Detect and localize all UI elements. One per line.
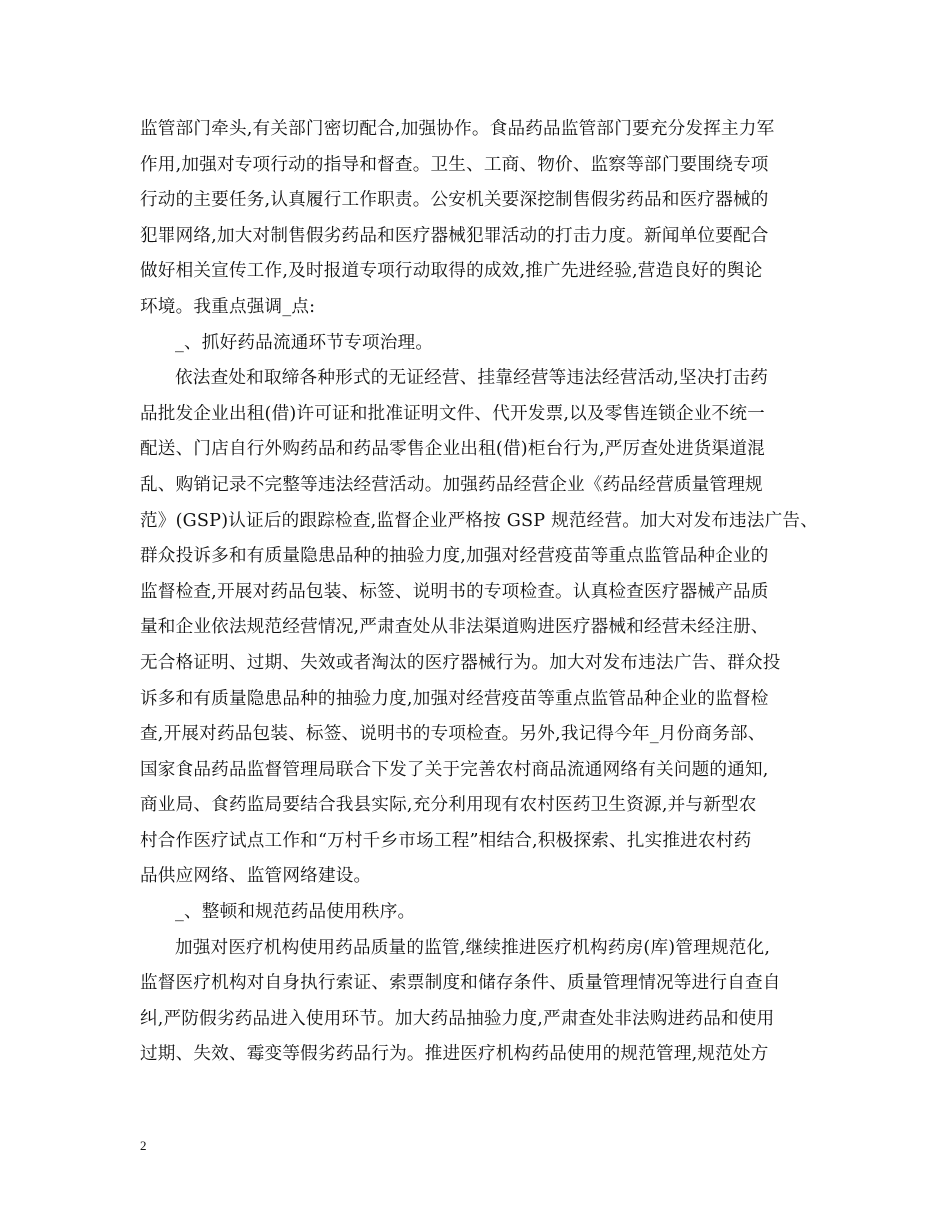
text-line: _、抓好药品流通环节专项治理。	[175, 332, 434, 353]
text-line: 监督检查,开展对药品包装、标签、说明书的专项检查。认真检查医疗器械产品质	[140, 581, 769, 602]
text-line: 范》(GSP)认证后的跟踪检查,监督企业严格按 GSP 规范经营。加大对发布违法广告、	[140, 510, 818, 531]
text-line: 品批发企业出租(借)许可证和批准证明文件、代开发票,以及零售连锁企业不统一	[140, 403, 765, 424]
text-line: 品供应网络、监管网络建设。	[140, 866, 372, 887]
text-line: 作用,加强对专项行动的指导和督查。卫生、工商、物价、监察等部门要围绕专项	[140, 154, 769, 175]
text-line: 国家食品药品监督管理局联合下发了关于完善农村商品流通网络有关问题的通知,	[140, 759, 769, 780]
text-line: 查,开展对药品包装、标签、说明书的专项检查。另外,我记得今年_月份商务部、	[140, 724, 766, 745]
text-line: 群众投诉多和有质量隐患品种的抽验力度,加强对经营疫苗等重点监管品种企业的	[140, 546, 769, 567]
text-line: _、整顿和规范药品使用秩序。	[175, 902, 416, 923]
text-line: 监管部门牵头,有关部门密切配合,加强协作。食品药品监管部门要充分发挥主力军	[140, 119, 775, 139]
text-line: 村合作医疗试点工作和“万村千乡市场工程”相结合,积极探索、扎实推进农村药	[140, 830, 752, 851]
text-line: 依法查处和取缔各种形式的无证经营、挂靠经营等违法经营活动,坚决打击药	[175, 368, 768, 389]
text-line: 乱、购销记录不完整等违法经营活动。加强药品经营企业《药品经营质量管理规	[140, 474, 763, 495]
text-line: 无合格证明、过期、失效或者淘汰的医疗器械行为。加大对发布违法广告、群众投	[140, 652, 781, 673]
text-line: 加强对医疗机构使用药品质量的监管,继续推进医疗机构药房(库)管理规范化,	[175, 937, 771, 958]
text-line: 商业局、食药监局要结合我县实际,充分利用现有农村医药卫生资源,并与新型农	[140, 795, 757, 816]
text-line: 量和企业依法规范经营情况,严肃查处从非法渠道购进医疗器械和经营未经注册、	[140, 617, 769, 638]
text-line: 纠,严防假劣药品进入使用环节。加大药品抽验力度,严肃查处非法购进药品和使用	[140, 1008, 775, 1029]
text-line: 做好相关宣传工作,及时报道专项行动取得的成效,推广先进经验,营造良好的舆论	[140, 261, 763, 282]
text-line: 监督医疗机构对自身执行索证、索票制度和储存条件、质量管理情况等进行自查自	[140, 973, 781, 994]
text-line: 诉多和有质量隐患品种的抽验力度,加强对经营疫苗等重点监管品种企业的监督检	[140, 688, 769, 709]
body-text	[140, 112, 816, 1073]
page-number: 2	[140, 1138, 147, 1153]
text-line: 配送、门店自行外购药品和药品零售企业出租(借)柜台行为,严厉查处进货渠道混	[140, 439, 765, 460]
text-line: 犯罪网络,加大对制售假劣药品和医疗器械犯罪活动的打击力度。新闻单位要配合	[140, 225, 769, 246]
text-line: 过期、失效、霉变等假劣药品行为。推进医疗机构药品使用的规范管理,规范处方	[140, 1044, 769, 1065]
text-line: 行动的主要任务,认真履行工作职责。公安机关要深挖制售假劣药品和医疗器械的	[140, 190, 769, 211]
text-line: 环境。我重点强调_点:	[140, 296, 316, 317]
